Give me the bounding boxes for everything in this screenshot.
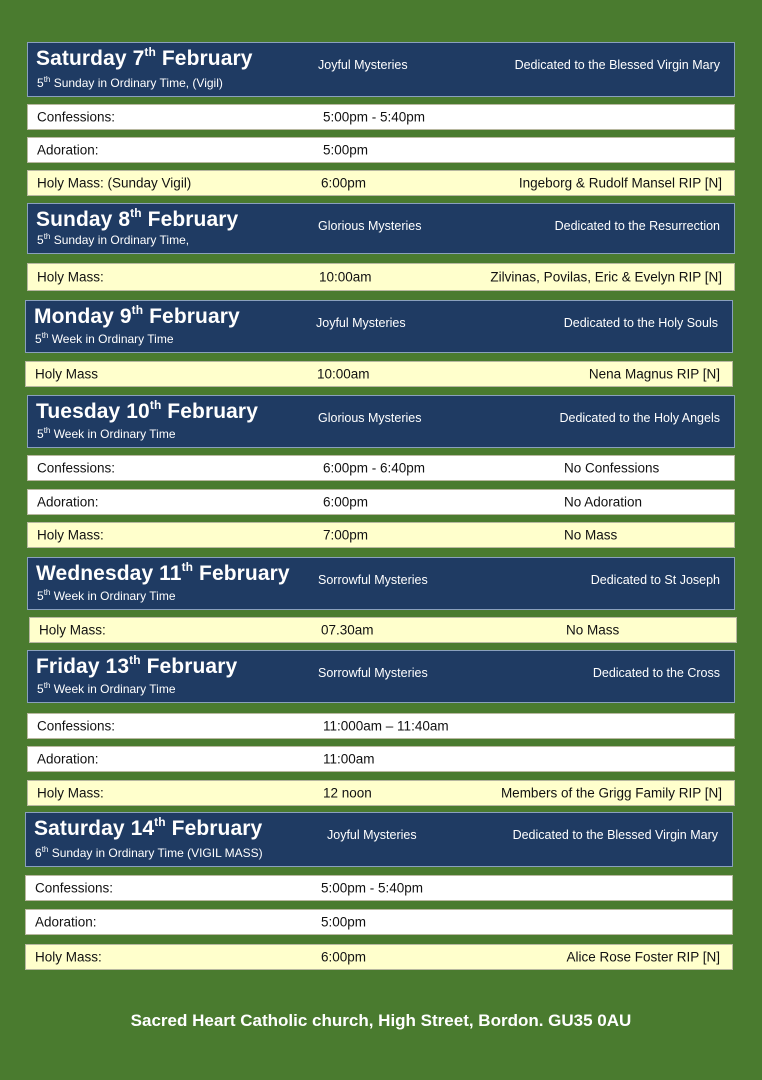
service-intention: No Confessions [564, 460, 660, 476]
day-title-month: February [161, 400, 258, 423]
schedule-row [27, 170, 735, 196]
service-label: Adoration: [35, 914, 97, 930]
liturgical-week-text: Sunday in Ordinary Time, [50, 233, 190, 247]
service-label: Holy Mass: [39, 622, 106, 638]
liturgical-week-text: Week in Ordinary Time [50, 427, 176, 441]
rosary-mysteries: Joyful Mysteries [318, 58, 408, 72]
liturgical-week-number: 5 [37, 589, 44, 603]
liturgical-week-suffix: th [41, 331, 49, 340]
service-intention: Ingeborg & Rudolf Mansel RIP [N] [518, 175, 722, 191]
service-time: 11:000am – 11:40am [323, 718, 449, 734]
day-title-suffix: th [181, 560, 194, 574]
service-time: 5:00pm [321, 914, 367, 930]
day-title-suffix: th [144, 45, 156, 59]
schedule-row [27, 713, 735, 739]
liturgical-week [37, 682, 176, 696]
schedule-row [27, 455, 735, 481]
day-header [27, 203, 735, 254]
day-dedication: Dedicated to the Holy Souls [563, 316, 718, 330]
liturgical-week-text: Sunday in Ordinary Time (VIGIL MASS) [48, 846, 263, 860]
service-label: Confessions: [35, 880, 114, 896]
day-header [27, 557, 735, 610]
service-label: Holy Mass [35, 366, 99, 382]
service-label: Confessions: [37, 460, 116, 476]
day-title-suffix: th [130, 206, 142, 220]
service-time: 6:00pm - 6:40pm [323, 460, 426, 476]
liturgical-week [37, 233, 189, 247]
service-time: 6:00pm [323, 494, 369, 510]
service-time: 5:00pm [323, 142, 369, 158]
service-intention: Members of the Grigg Family RIP [N] [500, 785, 722, 801]
schedule-row [27, 263, 735, 291]
day-title [34, 817, 262, 841]
liturgical-week [37, 589, 176, 603]
service-label: Adoration: [37, 494, 99, 510]
service-intention: No Mass [564, 527, 618, 543]
day-title-name: Sunday 8 [36, 208, 131, 231]
day-header [25, 300, 733, 353]
day-dedication: Dedicated to the Holy Angels [559, 411, 720, 425]
day-title-month: February [165, 817, 263, 840]
service-label: Holy Mass: [37, 527, 104, 543]
service-label: Adoration: [37, 751, 99, 767]
schedule-row [27, 746, 735, 772]
service-time: 07.30am [321, 622, 374, 638]
service-label: Adoration: [37, 142, 99, 158]
service-intention: No Mass [566, 622, 620, 638]
service-label: Holy Mass: [37, 785, 104, 801]
day-dedication: Dedicated to the Cross [592, 666, 720, 680]
day-header [27, 650, 735, 703]
rosary-mysteries: Sorrowful Mysteries [318, 666, 428, 680]
service-intention: Zilvinas, Povilas, Eric & Evelyn RIP [N] [490, 269, 722, 285]
liturgical-week-suffix: th [41, 845, 49, 854]
liturgical-week [37, 427, 176, 441]
liturgical-week-number: 5 [35, 332, 42, 346]
liturgical-week [35, 332, 174, 346]
day-title [34, 305, 240, 329]
schedule-row [25, 909, 733, 935]
day-title-suffix: th [131, 303, 144, 317]
liturgical-week-text: Week in Ordinary Time [50, 589, 176, 603]
day-title [36, 400, 258, 424]
service-time: 6:00pm [321, 175, 367, 191]
day-dedication: Dedicated to the Blessed Virgin Mary [514, 58, 720, 72]
schedule-row [25, 361, 733, 387]
service-time: 7:00pm [323, 527, 369, 543]
service-time: 6:00pm [321, 949, 367, 965]
day-title-name: Saturday 7 [36, 47, 145, 70]
service-label: Holy Mass: [37, 269, 104, 285]
service-time: 5:00pm - 5:40pm [321, 880, 424, 896]
liturgical-week [35, 846, 263, 860]
day-header [25, 812, 733, 867]
liturgical-week-suffix: th [43, 588, 51, 597]
day-title-name: Wednesday 11 [36, 562, 182, 585]
rosary-mysteries: Joyful Mysteries [316, 316, 406, 330]
day-title-month: February [141, 208, 239, 231]
liturgical-week-number: 5 [37, 682, 44, 696]
liturgical-week-suffix: th [43, 426, 51, 435]
schedule-row [27, 780, 735, 806]
service-label: Confessions: [37, 109, 116, 125]
liturgical-week-number: 5 [37, 427, 44, 441]
liturgical-week-text: Week in Ordinary Time [50, 682, 176, 696]
church-address: Sacred Heart Catholic church, High Street, Bordon. GU35 0AU [130, 1011, 632, 1030]
schedule-row [27, 522, 735, 548]
liturgical-week-number: 6 [35, 846, 42, 860]
service-time: 10:00am [317, 366, 370, 382]
day-title-name: Monday 9 [34, 305, 132, 328]
day-title-suffix: th [149, 398, 162, 412]
schedule-row [29, 617, 737, 643]
liturgical-week-number: 5 [37, 233, 44, 247]
day-title-suffix: th [154, 815, 166, 829]
day-dedication: Dedicated to the Resurrection [554, 219, 720, 233]
liturgical-week-number: 5 [37, 76, 44, 90]
day-title-month: February [193, 562, 290, 585]
liturgical-week-suffix: th [43, 232, 51, 241]
day-header [27, 42, 735, 97]
service-label: Confessions: [37, 718, 116, 734]
day-title-name: Saturday 14 [34, 817, 155, 840]
schedule-row [25, 875, 733, 901]
service-intention: Alice Rose Foster RIP [N] [566, 949, 720, 965]
rosary-mysteries: Joyful Mysteries [327, 828, 417, 842]
liturgical-week-text: Sunday in Ordinary Time, (Vigil) [50, 76, 223, 90]
rosary-mysteries: Sorrowful Mysteries [318, 573, 428, 587]
day-title-suffix: th [129, 653, 141, 667]
day-title-month: February [140, 655, 238, 678]
day-title [36, 655, 237, 679]
service-intention: Nena Magnus RIP [N] [588, 366, 720, 382]
day-title-month: February [143, 305, 240, 328]
schedule-row [27, 104, 735, 130]
day-header [27, 395, 735, 448]
day-title-name: Tuesday 10 [36, 400, 150, 423]
schedule-row [27, 137, 735, 163]
day-dedication: Dedicated to St Joseph [590, 573, 720, 587]
liturgical-week-suffix: th [43, 681, 51, 690]
day-title-month: February [155, 47, 253, 70]
rosary-mysteries: Glorious Mysteries [318, 219, 422, 233]
service-time: 12 noon [323, 785, 372, 801]
service-time: 10:00am [319, 269, 372, 285]
liturgical-week-text: Week in Ordinary Time [48, 332, 174, 346]
day-dedication: Dedicated to the Blessed Virgin Mary [512, 828, 718, 842]
day-title-name: Friday 13 [36, 655, 130, 678]
liturgical-week [37, 76, 223, 90]
service-time: 5:00pm - 5:40pm [323, 109, 426, 125]
liturgical-week-suffix: th [43, 75, 51, 84]
day-title [36, 208, 238, 232]
rosary-mysteries: Glorious Mysteries [318, 411, 422, 425]
service-time: 11:00am [323, 751, 375, 767]
schedule-row [25, 944, 733, 970]
service-label: Holy Mass: (Sunday Vigil) [37, 175, 192, 191]
day-title [36, 562, 290, 586]
service-label: Holy Mass: [35, 949, 102, 965]
schedule-row [27, 489, 735, 515]
service-intention: No Adoration [564, 494, 643, 510]
day-title [36, 47, 253, 71]
